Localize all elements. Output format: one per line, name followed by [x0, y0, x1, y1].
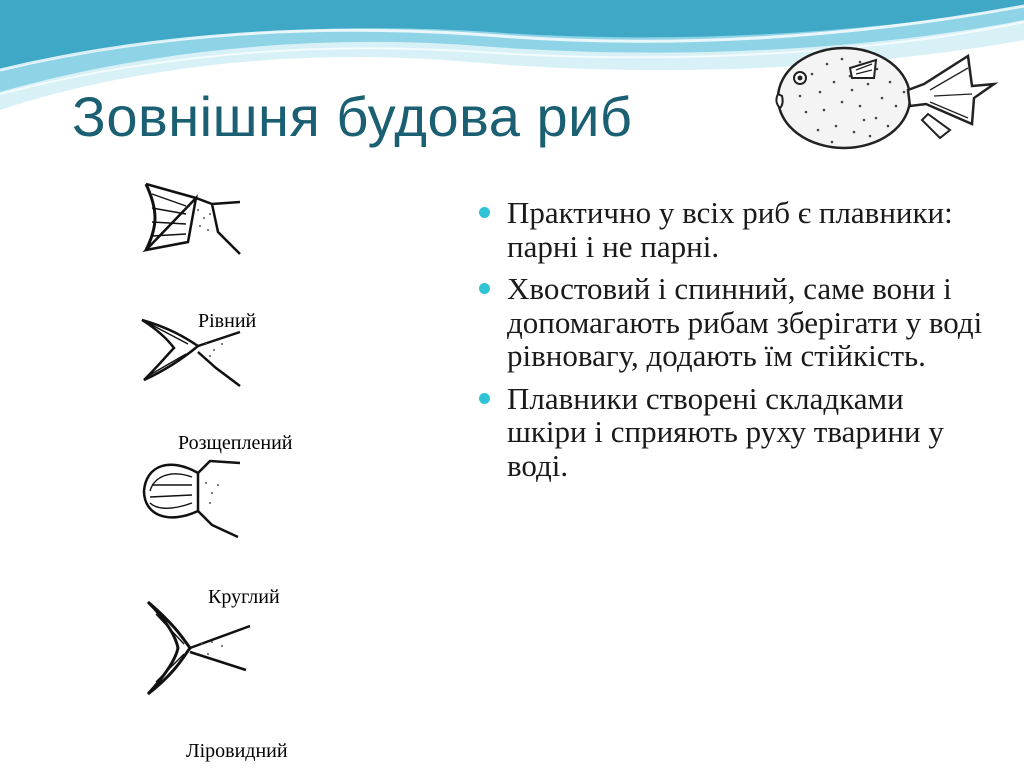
tail-label-even: Рівний	[198, 310, 257, 332]
bullet-item	[476, 382, 986, 483]
round-tail-fin-icon	[140, 455, 244, 539]
bullet-dot-icon	[479, 207, 490, 218]
bullet-item	[476, 196, 986, 263]
slide-title: Зовнішня будова риб	[72, 85, 633, 148]
tail-label-split: Розщеплений	[178, 432, 293, 454]
tail-label-round: Круглий	[208, 586, 280, 608]
lyre-tail-fin-icon	[146, 600, 254, 696]
bullet-text: Плавники створені складками шкіри і сприяють руху тварини у воді.	[507, 380, 944, 483]
bullet-item	[476, 272, 986, 373]
bullet-text: Практично у всіх риб є плавники: парні і не парні.	[507, 195, 953, 264]
pufferfish-icon	[772, 34, 1002, 154]
tail-label-lyre: Ліровидний	[186, 740, 288, 762]
even-tail-fin-icon	[140, 180, 244, 256]
bullet-dot-icon	[479, 283, 490, 294]
bullet-dot-icon	[479, 393, 490, 404]
bullet-text: Хвостовий і спинний, саме вони і допомагають рибам зберігати у воді рівновагу, додають їм стійкість.	[507, 271, 983, 373]
bullet-list	[476, 196, 986, 491]
split-tail-fin-icon	[140, 310, 244, 390]
